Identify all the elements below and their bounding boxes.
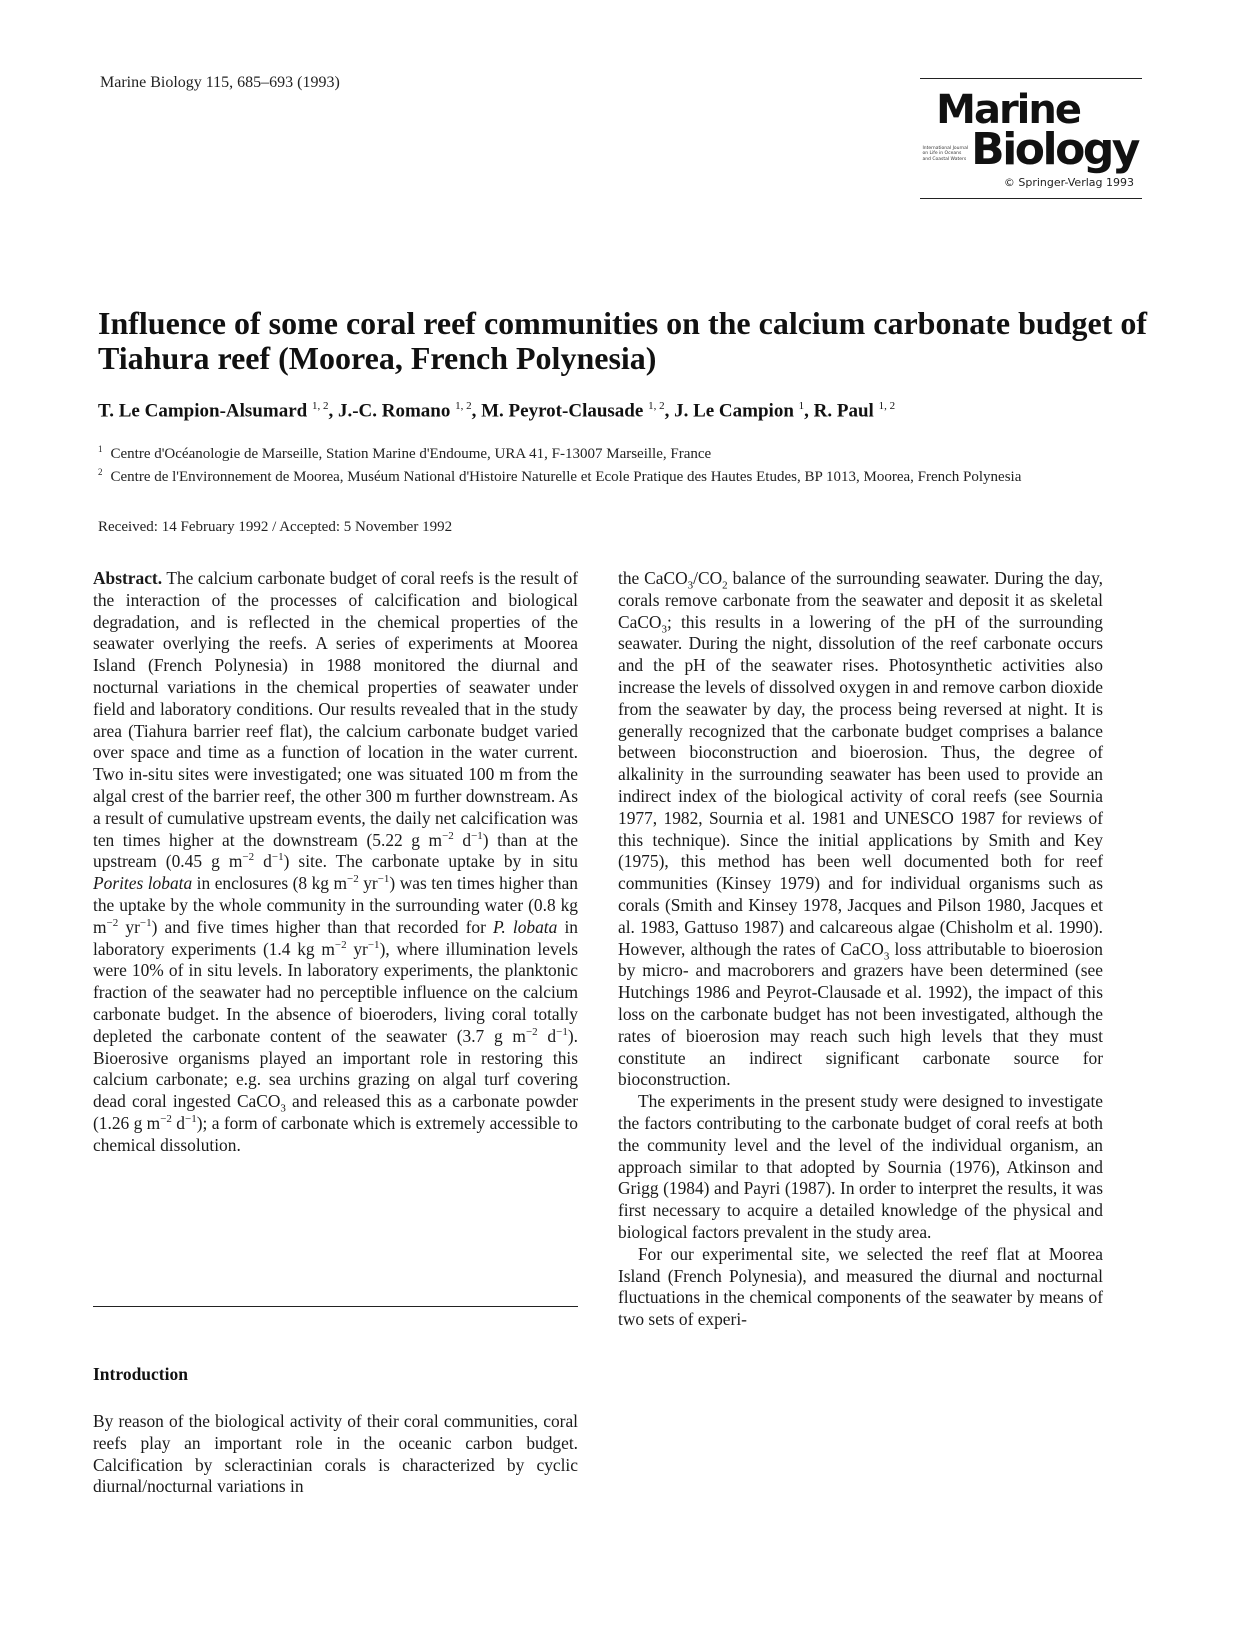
article-title: Influence of some coral reef communities on the calcium carbonate budget of Tiahura reef (Moorea, French Polynesia) [98,305,1148,376]
abstract-label: Abstract. [93,568,163,588]
abstract-text: and released this as a carbonate powder (1.26 g m [93,1091,578,1133]
unit-exponent: −2 [160,1113,172,1126]
chemical-subscript: 3 [280,1102,286,1115]
affiliation-text: Centre de l'Environnement de Moorea, Muséum National d'Histoire Naturelle et Ecole Pratique des Hautes Etudes, BP 1013, Moorea, French Polynesia [110,469,1022,485]
intro-paragraph: The experiments in the present study were designed to investigate the factors contributing to the carbonate budget of coral reefs at both the community level and the level of the individual organism, an approach similar to that adopted by Sournia (1976), Atkinson and Grigg (1984) and Payri (1987). In order to interpret the results, it was first necessary to acquire a detailed knowledge of the physical and biological factors prevalent in the study area. [618,1091,1103,1242]
affiliation-item [98,440,1098,463]
unit-exponent: −1 [471,829,483,842]
chemical-subscript: 3 [661,623,667,636]
abstract-text: ). Bioerosive organisms played an important role in restoring this calcium carbonate; e.g. sea urchins grazing on algal turf covering dead coral ingested CaCO [93,1025,578,1112]
logo-biology-text: Biology [971,124,1138,175]
abstract-text: yr [346,938,368,959]
author-name: J. Le Campion [674,400,794,422]
affiliations [98,440,1098,486]
logo-top-rule [920,78,1142,79]
abstract-text: d [453,829,472,850]
abstract-text: ) was ten times higher than the uptake by the whole community in the surrounding water (0.8 kg m [93,873,578,937]
introduction-heading: Introduction [93,1364,188,1384]
abstract-divider [93,1306,578,1307]
logo-subtitle-line: on Life in Oceans [922,151,962,156]
unit-exponent: −2 [106,916,119,929]
author-name: M. Peyrot-Clausade [481,400,644,422]
intro-text: loss attributable to bioerosion by micro- and macroborers and grazers have been determined (see Hutchings 1986 and Peyrot-Clausade et al. 1992), the impact of this loss on the carbonate budget has not been investigated, although the rates of bioerosion may reach such high levels that they must constitute an indirect significant carbonate source for bioconstruction. [618,938,1103,1090]
abstract-text: ); a form of carbonate which is extremely accessible to chemical dissolution. [93,1112,578,1155]
unit-exponent: −1 [185,1113,197,1126]
abstract-text: in laboratory experiments (1.4 kg m [93,916,578,959]
logo-subtitle-line: and Coastal Waters [922,156,967,162]
abstract-text: yr [358,873,378,894]
author-affiliation-mark: 1, 2 [455,400,472,412]
author-affiliation-mark: 1, 2 [311,400,329,412]
unit-exponent: −1 [367,938,380,951]
abstract-text: yr [118,916,140,937]
affiliation-number: 2 [98,467,103,477]
unit-exponent: −1 [271,851,284,864]
chemical-subscript: 3 [687,579,694,592]
species-name: P. lobata [493,916,558,937]
abstract-text: ) site. The carbonate uptake by in situ [283,851,578,872]
abstract-text: d [537,1025,557,1046]
author-name: T. Le Campion-Alsumard [98,400,308,422]
logo-subtitle [922,146,968,163]
intro-left-column [93,1411,578,1498]
author-affiliation-mark: 1 [798,400,805,412]
unit-exponent: −2 [346,873,359,886]
logo-bottom-rule [920,198,1142,199]
abstract-text: The calcium carbonate budget of coral reefs is the result of the interaction of the processes of calcification and biological degradation, and is reflected in the chemical properties of the seawater overlying the reefs. A series of experiments at Moorea Island (French Polynesia) in 1988 monitored the diurnal and nocturnal variations in the chemical properties of seawater under field and laboratory conditions. Our results revealed that in the study area (Tiahura barrier reef flat), the calcium carbonate budget varied over space and time as a function of location in the water current. Two in-situ sites were investigated; one was situated 100 m from the algal crest of the barrier reef, the other 300 m further downstream. As a result of cumulative upstream events, the daily net calcification was ten times higher at the downstream (5.22 g m [93,568,578,850]
abstract-text: ) and five times higher than that recorded for [151,916,493,937]
unit-exponent: −1 [556,1025,568,1038]
abstract-column [93,568,578,1157]
intro-paragraph [618,568,1103,1091]
unit-exponent: −1 [377,873,390,886]
journal-citation: Marine Biology 115, 685–693 (1993) [100,74,340,91]
abstract-text: ) than at the upstream (0.45 g m [93,829,578,872]
species-name: Porites lobata [93,873,193,894]
intro-text: /CO [693,568,723,588]
logo-marine-text: Marine [936,87,1080,133]
intro-text: balance of the surrounding seawater. During the day, corals remove carbonate from the seawater and deposit it as skeletal CaCO [618,568,1103,632]
affiliation-text: Centre d'Océanologie de Marseille, Station Marine d'Endoume, URA 41, F-13007 Marseille, France [110,446,712,462]
abstract-paragraph [93,568,578,1157]
unit-exponent: −1 [139,916,152,929]
abstract-text: d [171,1112,185,1133]
logo-row [920,124,1142,175]
unit-exponent: −2 [525,1025,538,1038]
intro-paragraph: By reason of the biological activity of their coral communities, coral reefs play an important role in the oceanic carbon budget. Calcification by scleractinian corals is characterized by cyclic diurnal/nocturnal variations in [93,1411,578,1497]
intro-text: ; this results in a lowering of the pH of the surrounding seawater. During the night, dissolution of the reef carbonate occurs and the pH of the seawater rises. Photosynthetic activities also increase the levels of dissolved oxygen in and remove carbon dioxide from the seawater by day, the process being reversed at night. It is generally recognized that the carbonate budget comprises a balance between bioconstruction and bioerosion. Thus, the degree of alkalinity in the surrounding seawater has been used to provide an indirect index of the biological activity of coral reefs (see Sournia 1977, 1982, Sournia et al. 1981 and UNESCO 1987 for reviews of this technique). Since the initial applications by Smith and Key (1975), this method has been well documented both for reef communities (Kinsey 1979) and for individual organisms such as corals (Smith and Kinsey 1978, Jacques and Pilson 1980, Jacques et al. 1983, Gattuso 1987) and calcareous algae (Chisholm et al. 1990). However, although the rates of CaCO [618,611,1103,959]
chemical-subscript: 2 [722,579,728,592]
affiliation-number: 1 [98,444,103,454]
author-affiliation-mark: 1, 2 [648,400,665,412]
author-list: T. Le Campion-Alsumard $^{1, 2}$, J.-C. Romano $^{1, 2}$, M. Peyrot-Clausade $^{1, 2}$, J. Le Campion $^1$, R. Paul $^{1, 2}$ [98,400,896,422]
author-name: J.-C. Romano [337,400,451,422]
author-affiliation-mark: 1, 2 [878,400,896,412]
received-dates: Received: 14 February 1992 / Accepted: 5 November 1992 [98,519,453,535]
unit-exponent: −2 [242,851,255,864]
unit-exponent: −2 [334,938,347,951]
abstract-text: d [254,851,272,872]
logo-subtitle-line: International Journal [922,145,969,151]
chemical-subscript: 3 [883,950,890,963]
unit-exponent: −2 [442,829,454,842]
intro-text: the CaCO [618,568,688,588]
journal-logo [920,78,1142,199]
intro-right-column [618,568,1103,1331]
intro-paragraph: For our experimental site, we selected the reef flat at Moorea Island (French Polynesia), and measured the diurnal and nocturnal fluctuations in the chemical components of the seawater by means of two sets of experi- [618,1243,1103,1330]
copyright-notice: © Springer-Verlag 1993 [1003,176,1134,189]
affiliation-item [98,463,1098,486]
abstract-text: in enclosures (8 kg m [192,873,347,894]
author-name: R. Paul [813,400,874,422]
abstract-text: ), where illumination levels were 10% of in situ levels. In laboratory experiments, the planktonic fraction of the seawater had no perceptible influence on the calcium carbonate budget. In the absence of bioeroders, living coral totally depleted the carbonate content of the seawater (3.7 g m [93,938,578,1046]
